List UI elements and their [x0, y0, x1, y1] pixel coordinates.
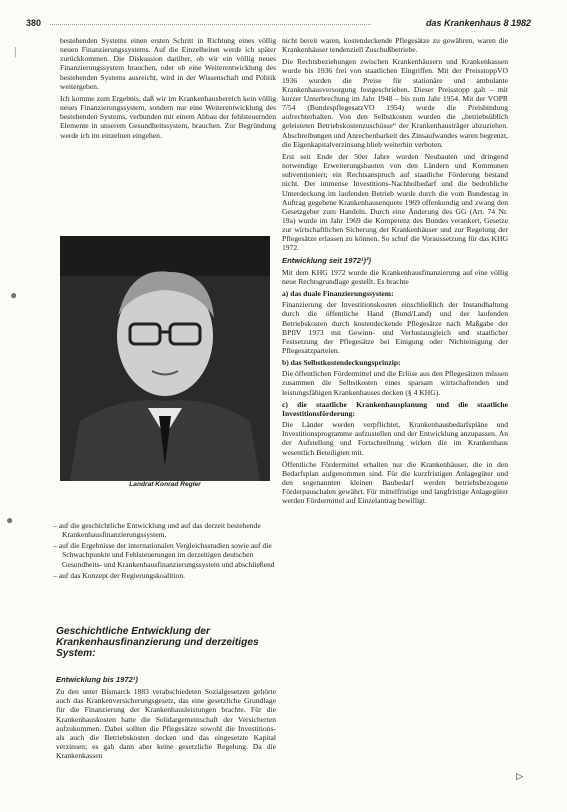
paragraph: Erst seit Ende der 50er Jahre wurden Neubauten und dringend notwendige Erweiterungsbauten von den Ländern und Kommunen subventioniert; ein Rechtsanspruch auf staatliche Förderung bestand nicht. Der immense Investitions-Nachholbedarf und die bedrohliche Unterdeckung im laufenden Betrieb wurde durch die vom Bundestag in Auftrag gegebene Krankenhausenquete 1969 offenkundig und zwang den Gesetzgeber zum Handeln. Durch eine Änderung des GG (Art. 74 Nr. 19a) wurde im Jahr 1969 die Kompetenz des Bundes verankert, Gesetze zur wirtschaftlichen Sicherung der Krankenhäuser und zur Regelung der Pflegesätze erlassen zu können. So schuf die Voraussetzung für das KHG 1972. [282, 151, 508, 253]
paragraph: Öffentliche Fördermittel erhalten nur die Krankenhäuser, die in den Bedarfsplan aufgenommen sind. Für die kurzfristigen Anlagegüter und den sogenannten kleinen Baubedarf werden betriebsbezogene Förderpauschalen gewährt. Für mittelfristige und langfristige Anlagegüter werden Fördermittel auf Einzelantrag bewilligt. [282, 459, 508, 506]
left-column-bottom [56, 672, 276, 760]
bullet-list [50, 521, 275, 582]
list-item: – auf die geschichtliche Entwicklung und auf das derzeit bestehende Krankenhausfinanzierungssystem, [53, 521, 261, 540]
list-item: – auf die Ergebnisse der internationalen Vergleichsstudien sowie auf die Schwachpunkte und Fehlsteuerungen im derzeitigen deutschen Gesundheits- und Krankenhausfinanzierungssystem und abschließend [53, 541, 275, 569]
left-column-top [60, 36, 276, 143]
continue-arrow-icon: ▷ [516, 771, 523, 781]
photo-caption: Landrat Konrad Regler [129, 481, 201, 488]
list-heading: b) das Selbstkostendeckungsprinzip: [282, 358, 401, 368]
punch-hole-mark: ● [6, 513, 14, 527]
paragraph: nicht bereit waren, kostendeckende Pflegesätze zu gewähren, waren die Krankenhäuser tendenziell Zuschußbetriebe. [282, 36, 508, 55]
right-column [282, 36, 508, 509]
subheading: Entwicklung bis 1972¹) [56, 675, 138, 684]
list-item: – auf das Konzept der Regierungskoalition. [53, 570, 186, 580]
section-heading: Geschichtliche Entwicklung der Krankenhausfinanzierung und derzeitiges System: [56, 626, 259, 660]
paragraph: Ich komme zum Ergebnis, daß wir im Krankenhausbereich kein völlig neues Finanzierungssystem, sondern nur eine Weiterentwicklung des bestehenden Systems, verbunden mit einem Abbau der fehlsteuernden Elemente in unserem Gesundheitssystem, brauchen. Zur Begründung werde ich im einzelnen eingehen. [60, 93, 276, 140]
paragraph: bestehenden Systems einen ersten Schritt in Richtung eines völlig neuen Finanzierungssystems. Auf die Einzelheiten werde ich später zurückkommen. Die Diskussion darüber, ob wir ein völlig neues Finanzierungssystem brauchen, oder ob eine Weiterentwicklung des bestehenden Systems ausreicht, wird in der Wissenschaft und Politik weitergeben. [60, 36, 276, 91]
paragraph: Mit dem KHG 1972 wurde die Krankenhausfinanzierung auf eine völlig neue Rechtsgrundlage gestellt. Es brachte [282, 267, 508, 286]
punch-hole-mark: ● [10, 288, 18, 302]
list-heading: c) die staatliche Krankenhausplanung und die staatliche Investitionsförderung: [282, 399, 508, 418]
page-header [26, 18, 531, 30]
paragraph: Finanzierung der Investitionskosten einschließlich der Instandhaltung durch die öffentliche Hand (Bund/Land) und der laufenden Betriebskosten durch kostendeckende Pflegesätze nach Maßgabe der BPflV 1973 mit Gewinn- und Verlustausgleich und staatlicher Festsetzung der Pflegesätze bei Einigung oder Nichteinigung der Pflegesatzparteien. [282, 300, 508, 355]
paragraph: Die öffentlichen Fördermittel und die Erlöse aus den Pflegesätzen müssen zusammen die Selbstkosten eines sparsam wirtschaftenden und leistungsfähigen Krankenhauses decken (§ 4 KHG). [282, 369, 508, 397]
page-number: 380 [26, 18, 42, 28]
paragraph: Die Länder werden verpflichtet, Krankenhausbedarfspläne und Investitionsprogramme aufzustellen und der Entwicklung anzupassen. An der Aufstellung und Fortschreibung wirken die im Krankenhaus wesentlich Beteiligten mit. [282, 420, 508, 457]
paragraph: Zu den unter Bismarck 1883 verabschiedeten Sozialgesetzen gehörte auch das Krankenversicherungsgesetz, das eine gesetzliche Grundlage für die Finanzierung der Krankenhausleistungen brachte. Für die Krankenhauskosten hatte die Solidargemeinschaft der Versicherten aufzukommen. Dabei sollten die Pflegesätze sowohl die Investitions- als auch die Betriebskosten decken und das eingesetzte Kapital verzinsen; es gab dann aber keine gesetzliche Regelung. Da die Krankenkassen [56, 687, 276, 761]
subheading: Entwicklung seit 1972¹)²) [282, 255, 372, 265]
list-heading: a) das duale Finanzierungssystem: [282, 289, 394, 299]
margin-mark: | [14, 44, 17, 58]
header-rule [50, 24, 371, 25]
portrait-photo [60, 236, 270, 481]
magazine-title: das Krankenhaus 8 1982 [425, 18, 531, 28]
paragraph: Die Rechtsbeziehungen zwischen Krankenhäusern und Krankenkassen wurde bis 1936 frei von staatlichen Eingriffen. Mit der PreisstoppVO 1936 wurden die Preise für stationäre und ambulante Krankenhausversorgung festgeschrieben. Dieser Preisstopp galt – mit kurzer Unterbrechung im Jahr 1948 – bis zum Jahr 1954. Mit der VOPR 7/54 (BundespflegesatzVO 1954) wurde die Preisbindung aufrechterhalten. Von den Selbstkosten wurden die „betriebsüblich geleisteten Betriebskostenzuschüsse“ der Krankenhausträger abzuziehen. Abschreibungen und Anrechenbarkeit des Zinsaufwandes waren begrenzt, die Eigenkapitalverzinsung blieb weiterhin verboten. [282, 57, 508, 149]
